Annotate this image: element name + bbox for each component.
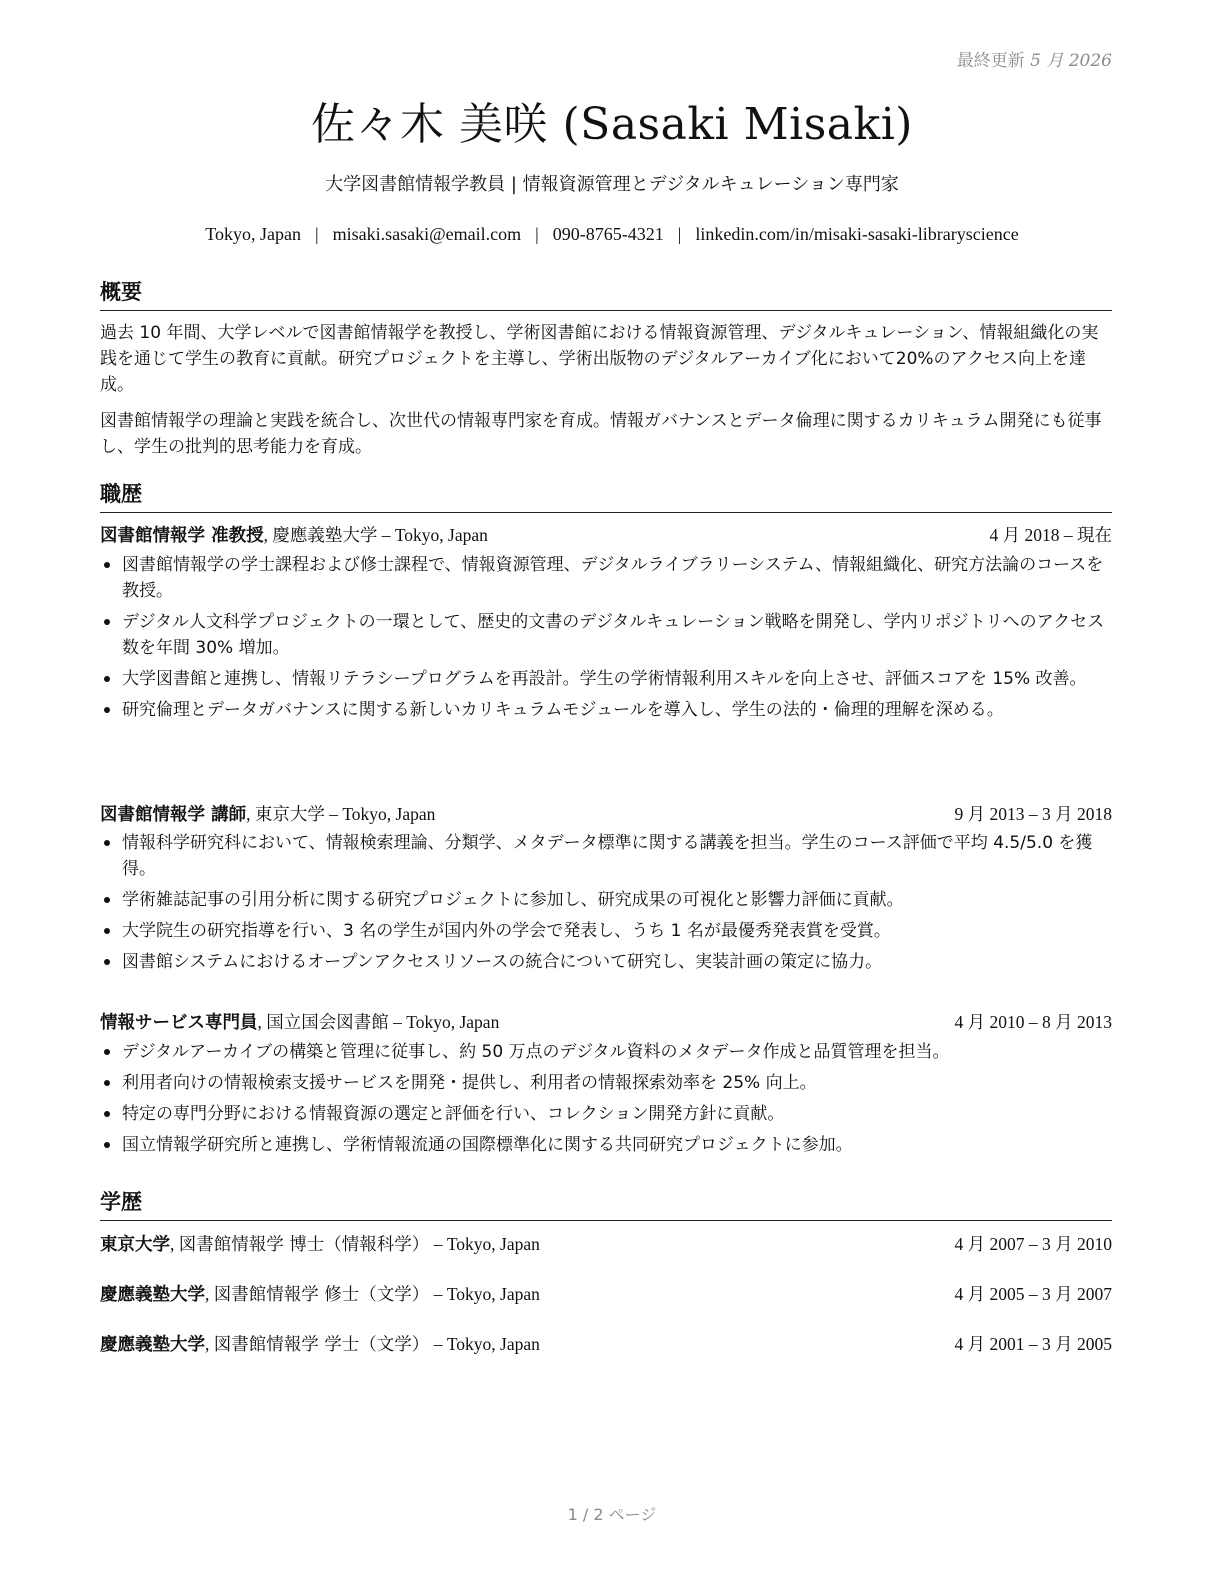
list-item: 図書館情報学の学士課程および修士課程で、情報資源管理、デジタルライブラリーシステム、情報組織化、研究方法論のコースを教授。 [100,552,1112,604]
last-updated [957,46,1112,71]
education-school: 東京大学 [100,1235,170,1255]
contact-email[interactable]: misaki.sasaki@email.com [332,224,522,244]
list-item: 大学図書館と連携し、情報リテラシープログラムを再設計。学生の学術情報利用スキルを向上させ、評価スコアを 15% 改善。 [100,666,1112,692]
education-line: 東京大学, 図書館情報学 博士（情報科学） – Tokyo, Japan [100,1234,540,1255]
education-dates: 4 月 2007 – 3 月 2010 [954,1234,1112,1254]
job-title-line: 図書館情報学 准教授, 慶應義塾大学 – Tokyo, Japan [100,525,488,546]
section-title-summary: 概要 [100,276,1112,311]
contact-separator: | [677,224,682,244]
section-title-experience: 職歴 [100,478,1112,513]
job-org: 慶應義塾大学 [272,526,378,546]
list-item: デジタルアーカイブの構築と管理に従事し、約 50 万点のデジタル資料のメタデータ作成と品質管理を担当。 [100,1039,1112,1065]
job-location: – Tokyo, Japan [393,1012,500,1032]
education-degree: 図書館情報学 博士（情報科学） [178,1235,430,1255]
job-header [100,801,1112,826]
job-role: 情報サービス専門員 [100,1013,258,1033]
list-item: 図書館システムにおけるオープンアクセスリソースの統合について研究し、実装計画の策定に協力。 [100,949,1112,975]
contact-linkedin[interactable]: linkedin.com/in/misaki-sasaki-libraryscience [695,224,1019,244]
contact-separator: | [314,224,319,244]
education-row [100,1331,1112,1356]
summary-paragraph: 図書館情報学の理論と実践を統合し、次世代の情報専門家を育成。情報ガバナンスとデータ倫理に関するカリキュラム開発にも従事し、学生の批判的思考能力を育成。 [100,411,1102,457]
education-location: – Tokyo, Japan [433,1234,540,1254]
contact-separator: | [535,224,539,244]
list-item: 大学院生の研究指導を行い、3 名の学生が国内外の学会で発表し、うち 1 名が最優秀発表賞を受賞。 [100,918,1112,944]
resume-subtitle: 大学図書館情報学教員 | 情報資源管理とデジタルキュレーション専門家 [325,174,899,195]
job-header [100,1009,1112,1034]
contact-line [0,224,1224,245]
job-dates: 4 月 2018 – 現在 [989,525,1112,545]
contact-location: Tokyo, Japan [205,224,301,244]
education-location: – Tokyo, Japan [433,1334,540,1354]
job-org: 東京大学 [254,805,325,825]
job-role: 図書館情報学 准教授 [100,526,264,546]
education-row [100,1231,1112,1256]
education-dates: 4 月 2001 – 3 月 2005 [954,1334,1112,1354]
job-location: – Tokyo, Japan [381,525,488,545]
job-location: – Tokyo, Japan [329,804,436,824]
list-item: 情報科学研究科において、情報検索理論、分類学、メタデータ標準に関する講義を担当。学生のコース評価で平均 4.5/5.0 を獲得。 [100,830,1112,882]
education-line: 慶應義塾大学, 図書館情報学 学士（文学） – Tokyo, Japan [100,1334,540,1355]
job-dates: 9 月 2013 – 3 月 2018 [954,804,1112,824]
page-indicator: 1 / 2 ページ [567,1505,657,1524]
summary-paragraph: 過去 10 年間、大学レベルで図書館情報学を教授し、学術図書館における情報資源管理、デジタルキュレーション、情報組織化の実践を通じて学生の教育に貢献。研究プロジェクトを主導し、学術出版物のデジタルアーカイブ化において20%のアクセス向上を達成。 [100,323,1099,395]
education-line: 慶應義塾大学, 図書館情報学 修士（文学） – Tokyo, Japan [100,1284,540,1305]
list-item: 利用者向けの情報検索支援サービスを開発・提供し、利用者の情報探索効率を 25% 向上。 [100,1070,1112,1096]
education-dates: 4 月 2005 – 3 月 2007 [954,1284,1112,1304]
job-title-line: 情報サービス専門員, 国立国会図書館 – Tokyo, Japan [100,1012,500,1033]
job-header [100,522,1112,547]
job-bullets [100,552,1112,728]
education-degree: 図書館情報学 修士（文学） [213,1285,430,1305]
education-row [100,1281,1112,1306]
list-item: デジタル人文科学プロジェクトの一環として、歴史的文書のデジタルキュレーション戦略を開発し、学内リポジトリへのアクセス数を年間 30% 増加。 [100,609,1112,661]
list-item: 特定の専門分野における情報資源の選定と評価を行い、コレクション開発方針に貢献。 [100,1101,1112,1127]
education-school: 慶應義塾大学 [100,1285,205,1305]
list-item: 国立情報学研究所と連携し、学術情報流通の国際標準化に関する共同研究プロジェクトに参加。 [100,1132,1112,1158]
job-bullets [100,1039,1112,1163]
list-item: 研究倫理とデータガバナンスに関する新しいカリキュラムモジュールを導入し、学生の法的・倫理的理解を深める。 [100,697,1112,723]
resume-name: 佐々木 美咲 (Sasaki Misaki) [311,99,913,150]
job-title-line: 図書館情報学 講師, 東京大学 – Tokyo, Japan [100,804,436,825]
job-role: 図書館情報学 講師 [100,805,247,825]
education-degree: 図書館情報学 学士（文学） [213,1335,430,1355]
section-title-education: 学歴 [100,1186,1112,1221]
job-org: 国立国会図書館 [266,1013,389,1033]
last-updated-date: 5 月 2026 [1030,51,1112,71]
education-school: 慶應義塾大学 [100,1335,205,1355]
education-location: – Tokyo, Japan [433,1284,540,1304]
contact-phone[interactable]: 090-8765-4321 [552,224,664,244]
last-updated-label: 最終更新 [956,51,1025,71]
job-bullets [100,830,1112,980]
job-dates: 4 月 2010 – 8 月 2013 [954,1012,1112,1032]
list-item: 学術雑誌記事の引用分析に関する研究プロジェクトに参加し、研究成果の可視化と影響力評価に貢献。 [100,887,1112,913]
